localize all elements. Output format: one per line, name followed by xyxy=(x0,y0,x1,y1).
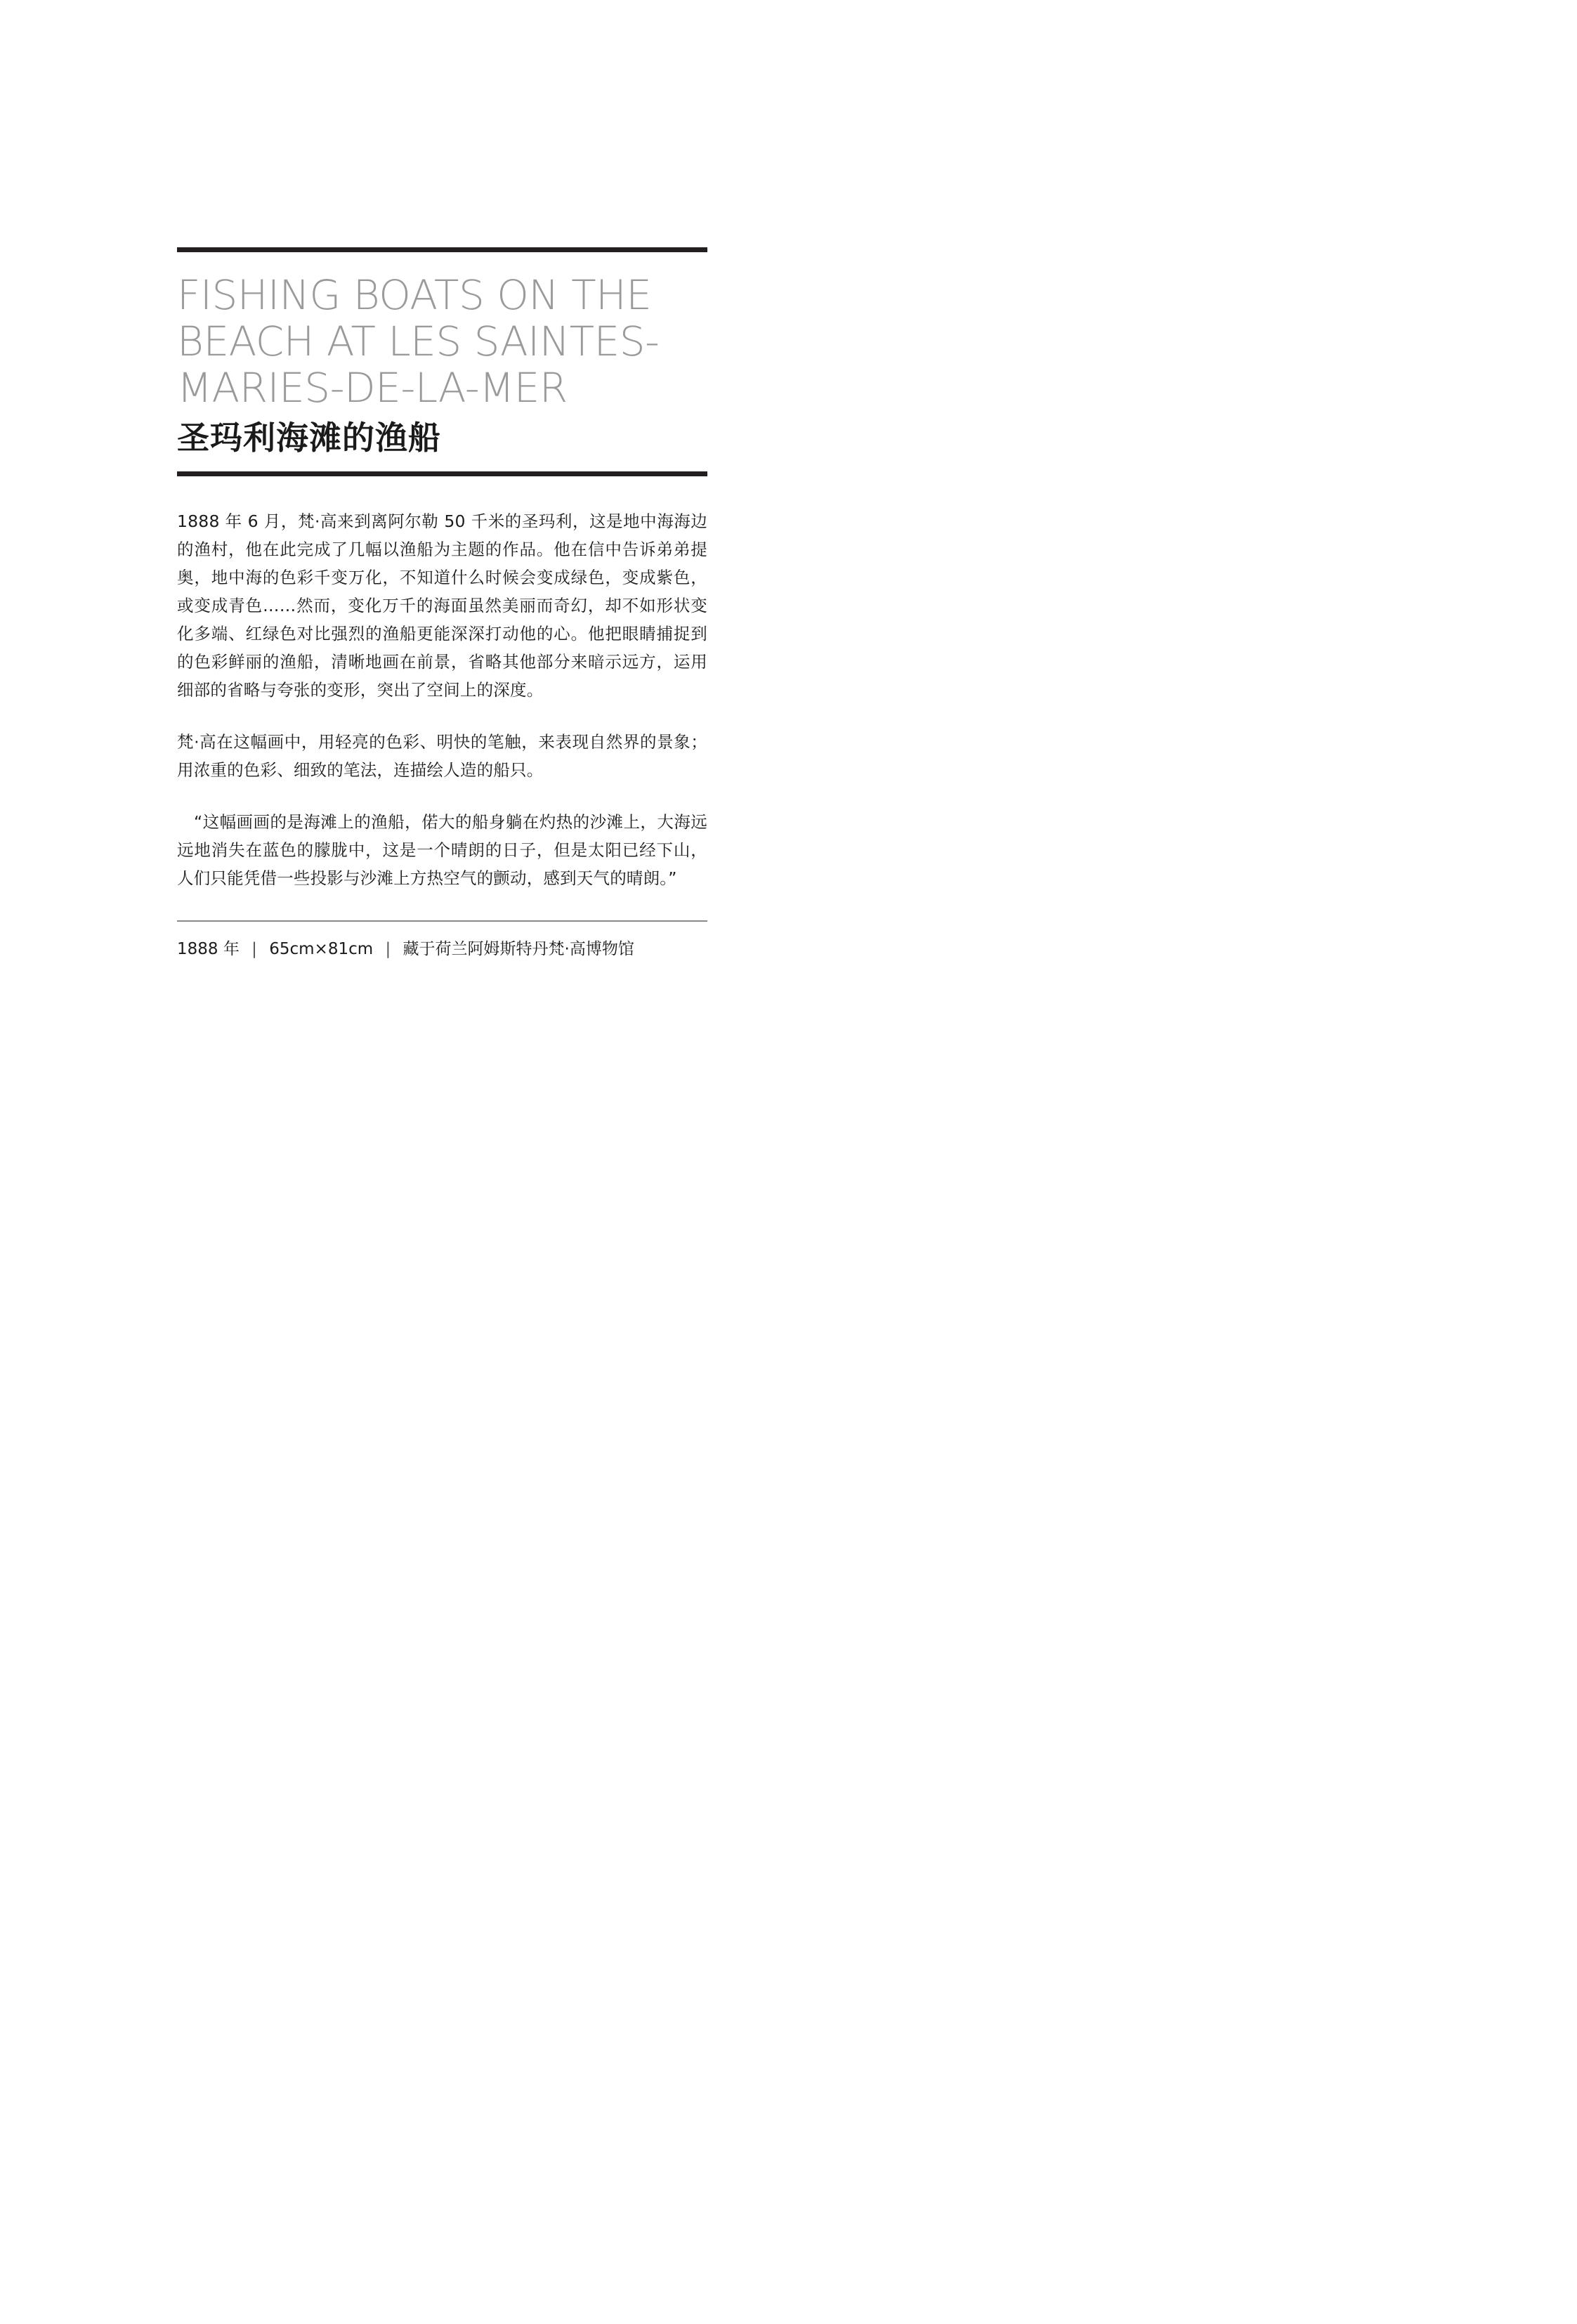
title-line-3: MARIES-DE-LA-MER xyxy=(177,364,568,412)
title-line-1: FISHING BOATS ON THE xyxy=(177,271,652,319)
title-bottom-rule xyxy=(177,471,707,476)
paragraph-1: 1888 年 6 月，梵·高来到离阿尔勒 50 千米的圣玛利，这是地中海海边的渔村，他在此完成了几幅以渔船为主题的作品。他在信中告诉弟弟提奥，地中海的色彩千变万化，不知道什么时候会变成绿色，变成紫色，或变成青色……然而，变化万千的海面虽然美丽而奇幻，却不如形状变化多端、红绿色对比强烈的渔船更能深深打动他的心。他把眼睛捕捉到的色彩鲜丽的渔船，清晰地画在前景，省略其他部分来暗示远方，运用细部的省略与夸张的变形，突出了空间上的深度。 xyxy=(177,511,707,700)
top-rule xyxy=(177,247,707,252)
title-line-2: BEACH AT LES SAINTES- xyxy=(177,318,660,365)
caption-block xyxy=(177,920,707,961)
caption-separator-2: | xyxy=(385,940,391,958)
caption-year: 1888 年 xyxy=(177,940,240,958)
body-text xyxy=(177,507,707,892)
article-content xyxy=(177,247,707,961)
caption-separator-1: | xyxy=(251,940,257,958)
page-title-english xyxy=(177,272,707,411)
paragraph-2: 梵·高在这幅画中，用轻亮的色彩、明快的笔触，来表现自然界的景象；用浓重的色彩、细致的笔法，连描绘人造的船只。 xyxy=(177,732,707,780)
page-title-chinese: 圣玛利海滩的渔船 xyxy=(177,419,441,457)
caption-size: 65cm×81cm xyxy=(269,940,374,958)
paragraph-3-quote: “这幅画画的是海滩上的渔船，偌大的船身躺在灼热的沙滩上，大海远远地消失在蓝色的朦胧中，这是一个晴朗的日子，但是太阳已经下山，人们只能凭借一些投影与沙滩上方热空气的颤动，感到天气的晴朗。” xyxy=(177,812,707,888)
artwork-caption xyxy=(177,922,707,961)
caption-collection: 藏于荷兰阿姆斯特丹梵·高博物馆 xyxy=(403,940,634,958)
